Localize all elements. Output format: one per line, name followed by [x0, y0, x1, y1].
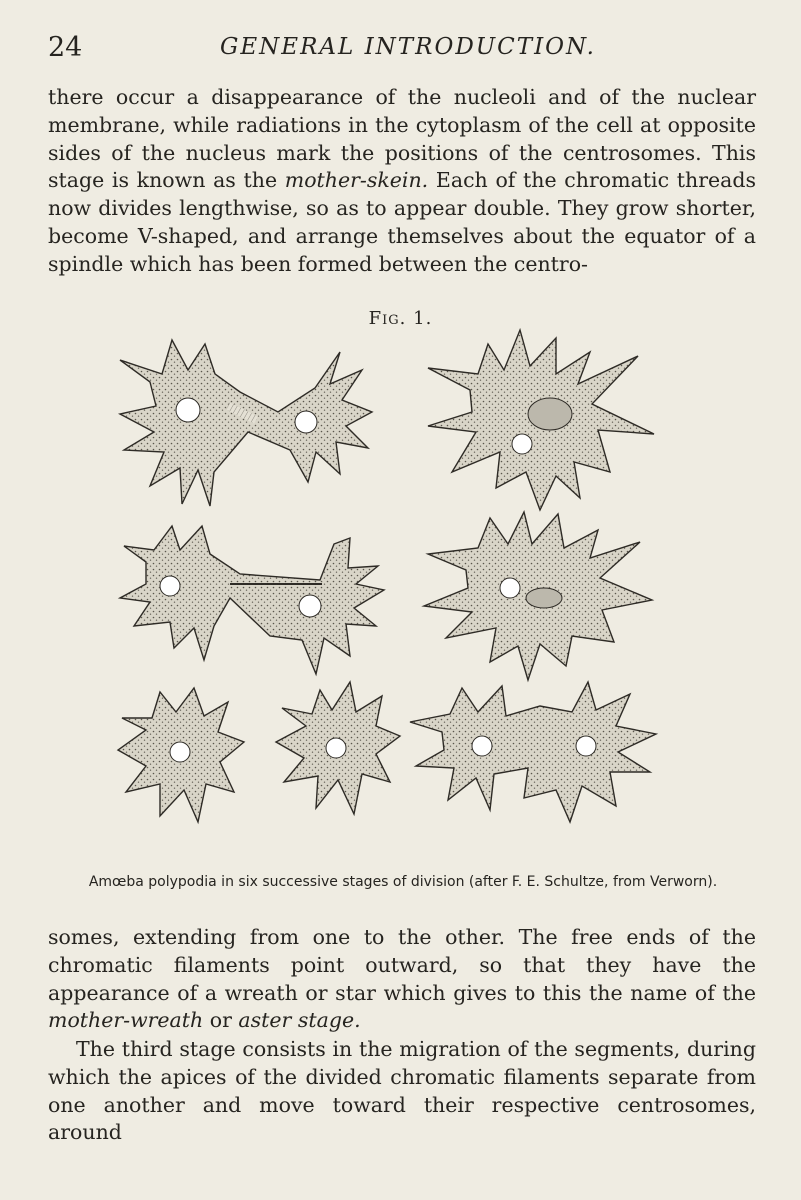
paragraph-1-text-after: Each of the chromatic threads now divides lengthwise, so as to appear double. They grow shorter, become V-shaped, and arrange themselves about the equator of a spindle which has been formed between the centro- — [48, 168, 756, 276]
paragraph-2-text: somes, extending from one to the other. The free ends of the chromatic filaments point outward, so that they have the appearance of a wreath or star which gives to this the name of the — [48, 925, 756, 1005]
page-header — [48, 32, 768, 66]
paragraph-2 — [48, 924, 756, 1035]
paragraph-1-text: there occur a disappearance of the nucleoli and of the nuclear membrane, while radiations in the cytoplasm of the cell at opposite sides of the nucleus mark the positions of the centrosomes. This stage is known as the — [48, 85, 756, 193]
amoeba-figure — [110, 322, 670, 872]
stage-2-cell — [428, 330, 654, 510]
stage-3-cell — [120, 526, 384, 674]
figure-label-text: Fig. 1. — [368, 308, 433, 329]
stage-6-cell — [410, 682, 656, 822]
term-mother-wreath: mother-wreath — [48, 1008, 204, 1033]
term-mother-skein: mother-skein. — [284, 168, 429, 193]
stage-5-cell-left — [118, 688, 244, 822]
stage-1-cell — [120, 340, 372, 506]
stage-4-cell — [424, 512, 652, 680]
figure-caption: Amœba polypodia in six successive stages of division (after F. E. Schultze, from Verworn). — [88, 874, 718, 890]
running-head: GENERAL INTRODUCTION. — [220, 34, 596, 60]
paragraph-3: The third stage consists in the migration of the segments, during which the apices of the divided chromatic filaments separate from one another and move toward their respective centrosomes, around — [48, 1037, 756, 1145]
stage-5-cell-right — [276, 682, 400, 814]
paragraph-1 — [48, 84, 756, 279]
page-number: 24 — [48, 32, 83, 63]
paragraph-2-joiner: or — [203, 1008, 239, 1033]
amoeba-illustration — [110, 322, 670, 872]
term-aster-stage: aster stage. — [238, 1008, 361, 1033]
